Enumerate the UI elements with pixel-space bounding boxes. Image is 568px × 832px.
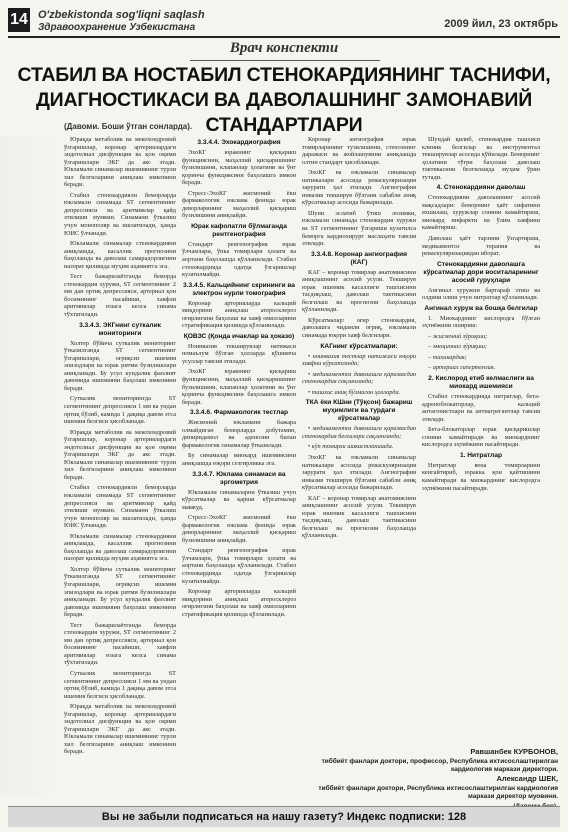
bullet-item: • кўп томирли шикастланишда. (308, 443, 394, 451)
paragraph: Ангинал хуружни бартараф этиш ва олдини олиш учун нитратлар қўлланилади. (422, 286, 540, 302)
article-column-2 (182, 136, 296, 798)
page-header (8, 8, 560, 38)
paragraph: Шуни эслатиб ўтиш лозимки, юкламали синамада стенокардия хуружи ва ST сегментининг ўзгариши кузатилса беморга кардиохирург маслаҳати тавсия этилади. (302, 209, 416, 248)
section-heading: 3.3.4.6. Фармакологик тестлар (189, 409, 289, 417)
bullet-item: • медикаментоз даволашга қарамасдан стенокардия сақланганда; (302, 370, 416, 386)
headline-line-2: ДИАГНОСТИКАСИ ВА ДАВОЛАШНИНГ ЗАМОНАВИЙ СТАНДАРТЛАРИ (35, 89, 533, 136)
paragraph: Стандарт ренгенография юрак ўлчамлари, ўпка томирлари ҳолати ва аортани баҳолашда қўлланилади. Стабил стенокардияда одатда ўзгаришлар кузатилмайди. (182, 240, 296, 279)
section-heading: Юрак кафолатли бўлмаганда рентгенография (191, 222, 287, 238)
paragraph: ЭхоКГ ва юкламали синамалар натижалари асосида реваскуляризация зарурати ҳал этилади. Ангиография инвазив текширув бўлгани сабабли аниқ кўрсатмалар асосида бажарилади. (302, 453, 416, 492)
paragraph: Жисмоний юкламани бажара олмайдиган беморларда добутамин, дипиридамол ва аденозин билан фармакологик синамалар ўтказилади. (182, 419, 296, 449)
rubric-label: Врач конспекти (229, 40, 339, 56)
section-heading: КАГнинг кўрсатмалари: (320, 342, 398, 350)
paragraph: КАГ – коронар томирлар анатомиясини аниқлашнинг асосий усули. Текширув юрак ишемик касаллиги ташхисини тасдиқлаш, даволаш тактикасини белгилаш ва прогнозни баҳолашда қўлланилади. (302, 494, 416, 540)
paragraph: Холтер бўйича суткалик мониторинг ўтказилганда ST сегментининг ўзгаришлари, оғриқсиз ишемия эпизодлари ва юрак ритми бузилишлари аниқланади. Бу усул кундалик фаолият давомида ишемияни баҳолаш имконини беради. (64, 339, 176, 392)
paragraph: Стандарт ренгенография юрак ўлчамлари, ўпка томирлари ҳолати ва аортани баҳолашда қўлланилади. Стабил стенокардияда одатда ўзгаришлар кузатилмайди. (182, 547, 296, 585)
section-heading: ТКА ёки КШни (Тўқсон) бажариш муҳимлиги ва турдаги кўрсатмалар (305, 399, 413, 423)
paragraph: Юкламали синамалар стенокардияни аниқлашда, касаллик прогнозини баҳолашда ва даволаш самарадорлигини назорат қилишда муҳим аҳамиятга эга. (64, 532, 176, 563)
list-item: – эмоционал зўриқиш; (428, 343, 487, 351)
section-heading: 3.3.4.5. Кальцийнинг скрининги ва электрон нурли томография (183, 281, 295, 297)
list-item: – тахикардия; (428, 353, 467, 361)
paragraph: Суткалик мониторингда ST сегментининг депрессияси 1 мм ва ундан ортиқ бўлиб, камида 1 дақиқа давом этса ишемия белгиси ҳисобланади. (64, 395, 176, 426)
paragraph: Ноинвазив текширувлар натижаси номаълум бўлган ҳолларда қўшимча усуллар тавсия этилади. (182, 342, 296, 365)
list-item: – артериал гипертензия. (428, 364, 496, 372)
paragraph: Холтер бўйича суткалик мониторинг ўтказилганда ST сегментининг ўзгаришлари, оғриқсиз ишемия эпизодлари ва юрак ритми бузилишлари аниқланади. Бу усул кундалик фаолият давомида ишемияни баҳолаш имконини беради. (64, 565, 176, 619)
author-name: Александр ШЕК, (496, 774, 558, 784)
paragraph: Тест бажарилаётганда беморда стенокардия хуружи, ST сегментининг 2 мм дан ортиқ депрессияси, артериал қон босимининг пасайиши, хавфли аритмиялар юзага келса синама тўхтатилади. (64, 621, 176, 667)
paragraph: Стенокардияни даволашнинг асосий мақсадлари: беморнинг ҳаёт сифатини яхшилаш, хуружлар сонини камайтириш, миокард инфаркти ва ўлим хавфини камайтириш. (422, 194, 540, 232)
section-heading: Ангинал хуруж ва бошқа белгилар (424, 304, 538, 312)
paragraph: Тест бажарилаётганда беморда стенокардия хуружи, ST сегментининг 2 мм дан ортиқ депрессияси, артериал қон босимининг пасайиши, хавфли аритмиялар юзага келса синама тўхтатилади. (64, 273, 176, 319)
section-heading: 3.3.4.7. Юклама синамаси ва эргометрия (192, 470, 286, 486)
section-heading: 4. Стенокардияни даволаш (436, 184, 526, 192)
paragraph: Стресс-ЭхоКГ жисмоний ёки фармакологик юклама фонида юрак деворларининг маҳаллий қисқариш бузилишини аниқлайди. (182, 514, 296, 544)
paragraph: Даволаш ҳаёт тарзини ўзгартириш, медикаментоз терапия ва реваскуляризациядан иборат. (422, 235, 540, 258)
headline-line-1: СТАБИЛ ВА НОСТАБИЛ СТЕНОКАРДИЯНИНГ ТАСНИФИ, (17, 64, 551, 86)
bullet-item: • ташхис аниқ бўлмаган ҳолларда. (308, 388, 401, 396)
paragraph: Нитратлар вена томирларини кенгайтириб, юракка қон қайтишини камайтиради ва миокарднинг кислородга эҳтиёжини пасайтиради. (422, 461, 540, 492)
paragraph: ЭхоКГ ва юкламали синамалар натижалари асосида реваскуляризация зарурати ҳал этилади. Ангиография инвазив текширув бўлгани сабабли аниқ кўрсатмалар асосида бажарилади. (302, 169, 416, 207)
author-name: Равшанбек КУРБОНОВ, (470, 747, 558, 756)
author-signatures (300, 748, 558, 813)
paragraph: Стабил стенокардияли беморларда юкламали синамада ST сегментининг депрессияси ва аритмиялар қайд этилиши мумкин. Синамани ўтказиш учун монополяр ва ишлатилади, ҳамда ЮИС ўлчанади. (64, 484, 176, 530)
paragraph: Коронар ангиография юрак томирларининг тузилишини, стенознинг даражаси ва жойлашувини аниқлашда олтин стандарт ҳисобланади. (302, 136, 416, 166)
article-column-1 (64, 136, 176, 798)
paragraph: Шундай қилиб, стенокардия ташхиси клиник белгилар ва инструментал текширувлар асосида қўйилади. Беморнинг ҳолатини тўғри баҳолаш даволаш тактикасини белгилашда муҳим ўрин тутади. (422, 136, 540, 181)
paragraph: Стабил стенокардияли беморларда юкламали синамада ST сегментининг депрессияси ва аритмиялар қайд этилиши мумкин. Синамани ўтказиш учун монополяр ва ишлатилади, ҳамда ЮИС ўлчанади. (64, 191, 176, 237)
section-heading: ҚОВЗС (Қонда ичаклар ва ҳоказо) (183, 332, 295, 340)
paragraph: Бу синамалар миокард ишемиясини аниқлашда юқори сезгирликка эга. (182, 452, 296, 467)
continuation-note: (Давоми. Боши ўтган сонларда). (64, 122, 193, 131)
author-credentials: тиббиёт фанлари доктори, профессор, Республика ихтисослаштирилган кардиология маркази директори. (321, 757, 558, 773)
section-heading: 3.3.4.3. ЭКГнинг суткалик мониторинги (79, 321, 161, 337)
article-column-3 (302, 136, 416, 798)
article-column-4 (422, 136, 540, 798)
paragraph: Бета-блокаторлар юрак қисқаришлар сонини камайтиради ва миокарднинг кислородга эҳтиёжини пасайтиради. (422, 426, 540, 449)
paragraph: Суткалик мониторингда ST сегментининг депрессияси 1 мм ва ундан ортиқ бўлиб, камида 1 дақиқа давом этса ишемия белгиси ҳисобланади. (64, 670, 176, 700)
paragraph: Кўрсатмалар: оғир стенокардия, даволашга чидамли оғриқ, юкламали синамада юқори хавф белгилари. (302, 316, 416, 340)
list-item: – жисмоний зўриқиш; (428, 332, 488, 340)
list-item: 1. Миокарднинг кислородга бўлган эҳтиёжини ошириш: (422, 314, 540, 330)
paragraph: ЭхоКГ юракнинг қисқариш функциясини, маҳаллий қисқаришнинг бузилишини, клапанлар ҳолатини ва ўнг қоринча функциясини баҳолашга имкон беради. (182, 149, 296, 187)
issue-date: 2009 йил, 23 октябрь (444, 18, 558, 30)
subscription-banner: Вы не забыли подписаться на нашу газету? Индекс подписки: 128 (8, 806, 560, 827)
paragraph: Стабил стенокардияда нитратлар, бета-адреноблокаторлар, кальций антагонистлари ва антиагрегантлар тавсия этилади. (422, 393, 540, 423)
rubric-underline (190, 60, 380, 61)
section-heading: Стенокардияни даволашга кўрсатмалар дори воситаларининг асосий гуруҳлари (423, 260, 539, 284)
section-heading: 3.3.4.4. Эхокардиография (197, 139, 281, 146)
paragraph: Юрақда метаболик ва мекохондровий ўзгаришлар, коронар артериялардаги эндотелиал дисфункция ва қон оқими ўзгаришлари ЭКГ да акс этади. Юкламали синамалар ишемиянинг турли хил белгиларини аниқлаш имконини беради. (64, 136, 176, 189)
bullet-item: • медикаментоз даволашга қарамасдан стенокардия белгилари сақланганда; (302, 425, 416, 440)
publication-title-uz: O'zbekistonda sog'liqni saqlash (38, 9, 205, 21)
section-heading: 3.3.4.8. Коронар ангиография (КАГ) (310, 250, 408, 266)
page-margin (0, 136, 58, 796)
paragraph: Юкламали синамалар стенокардияни аниқлашда, касаллик прогнозини баҳолашда ва даволаш самарадорлигини назорат қилишда муҳим аҳамиятга эга. (64, 240, 176, 270)
paragraph: КАГ – коронар томирлар анатомиясини аниқлашнинг асосий усули. Текширув юрак ишемик касаллиги ташхисини тасдиқлаш, даволаш тактикасини белгилаш ва прогнозни баҳолашда қўлланилади. (302, 268, 416, 314)
paragraph: Коронар артерияларда кальций миқдорини аниқлаш атеросклероз оғирлигини баҳолаш ва хавф омилларини стратификация қилишда қўлланилади. (182, 588, 296, 618)
paragraph: ЭхоКГ юракнинг қисқариш функциясини, маҳаллий қисқаришнинг бузилишини, клапанлар ҳолатини ва ўнг қоринча функциясини баҳолашга имкон беради. (182, 368, 296, 406)
page-number: 14 (8, 8, 30, 32)
section-heading: 2. Кислород етиб келмаслиги ва миокард ишемияси (428, 375, 534, 391)
paragraph: Стресс-ЭхоКГ жисмоний ёки фармакологик юклама фонида юрак деворларининг маҳаллий қисқариш бузилишини аниқлайди. (182, 189, 296, 220)
paragraph: Юрақда метаболик ва мекохондровий ўзгаришлар, коронар артериялардаги эндотелиал дисфункция ва қон оқими ўзгаришлари ЭКГ да акс этади. Юкламали синамалар ишемиянинг турли хил белгиларини аниқлаш имконини беради. (64, 703, 176, 756)
section-heading: 1. Нитратлар (459, 451, 503, 459)
paragraph: Коронар артерияларда кальций миқдорини аниқлаш атеросклероз оғирлигини баҳолаш ва хавф омилларини стратификация қилишда қўлланилади. (182, 299, 296, 330)
paragraph: Юкламали синамаларни ўтказиш учун кўрсатмалар ва қарши кўрсатмалар мавжуд. (182, 488, 296, 511)
publication-title-ru: Здравоохранение Узбекистана (38, 22, 196, 33)
bullet-item: • ноинвазив тестлар натижаси юқори хавфни кўрсатганда; (302, 352, 416, 368)
paragraph: Юрақда метаболик ва мекохондровий ўзгаришлар, коронар артериялардаги эндотелиал дисфункция ва қон оқими ўзгаришлари ЭКГ да акс этади. Юкламали синамалар ишемиянинг турли хил белгиларини аниқлаш имконини беради. (64, 428, 176, 481)
author-credentials: тиббиёт фанлари доктори, Республика ихтисослаштирилган кардиология маркази директор муовини. (318, 785, 558, 800)
